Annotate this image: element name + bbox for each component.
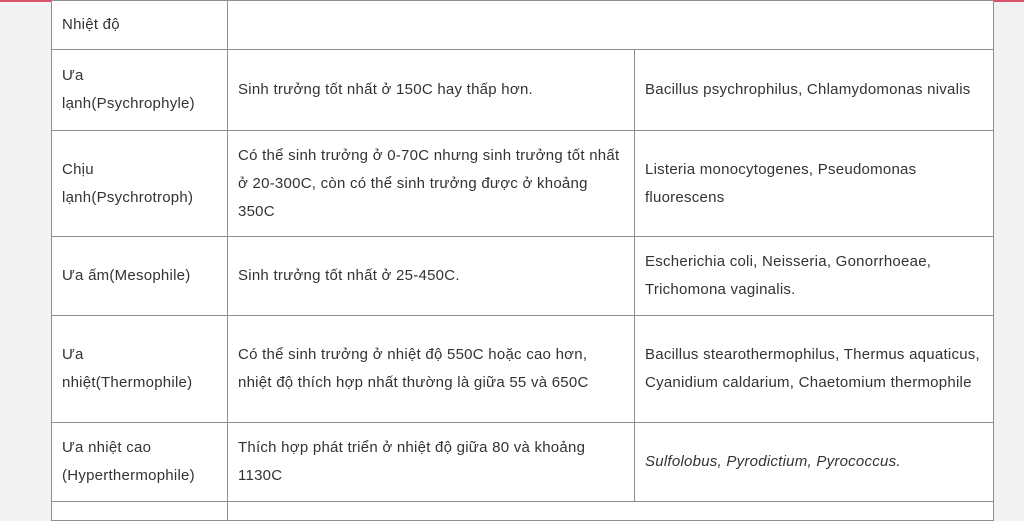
row-3-examples: Escherichia coli, Neisseria, Gonorrhoeae, Trichomona vaginalis. bbox=[634, 236, 994, 316]
row-5-condition: Thích hợp phát triển ở nhiệt độ giữa 80 và khoảng 1130C bbox=[227, 422, 635, 502]
row-4-examples: Bacillus stearothermophilus, Thermus aquaticus, Cyanidium caldarium, Chaetomium thermophile bbox=[634, 315, 994, 423]
row-6-content-partial bbox=[227, 501, 994, 521]
row-4-condition: Có thể sinh trưởng ở nhiệt độ 550C hoặc cao hơn, nhiệt độ thích hợp nhất thường là giữa 55 và 650C bbox=[227, 315, 635, 423]
header-cell-temperature bbox=[51, 0, 228, 50]
row-2-group: Chịu lạnh(Psychrotroph) bbox=[51, 130, 228, 237]
row-5-group: Ưa nhiệt cao (Hyperthermophile) bbox=[51, 422, 228, 502]
header-label: Nhiệt độ bbox=[62, 16, 120, 33]
row-1-group: Ưa lạnh(Psychrophyle) bbox=[51, 49, 228, 131]
temperature-table bbox=[0, 2, 1024, 508]
row-5-examples: Sulfolobus, Pyrodictium, Pyrococcus. bbox=[634, 422, 994, 502]
row-6-group-partial bbox=[51, 501, 228, 521]
row-4-group: Ưa nhiệt(Thermophile) bbox=[51, 315, 228, 423]
row-2-condition: Có thể sinh trưởng ở 0-70C nhưng sinh trưởng tốt nhất ở 20-300C, còn có thể sinh trưởng được ở khoảng 350C bbox=[227, 130, 635, 237]
row-1-examples: Bacillus psychrophilus, Chlamydomonas nivalis bbox=[634, 49, 994, 131]
header-cell-empty bbox=[227, 0, 994, 50]
row-3-group: Ưa ấm(Mesophile) bbox=[51, 236, 228, 316]
row-2-examples: Listeria monocytogenes, Pseudomonas fluorescens bbox=[634, 130, 994, 237]
row-1-condition: Sinh trưởng tốt nhất ở 150C hay thấp hơn. bbox=[227, 49, 635, 131]
row-3-condition: Sinh trưởng tốt nhất ở 25-450C. bbox=[227, 236, 635, 316]
